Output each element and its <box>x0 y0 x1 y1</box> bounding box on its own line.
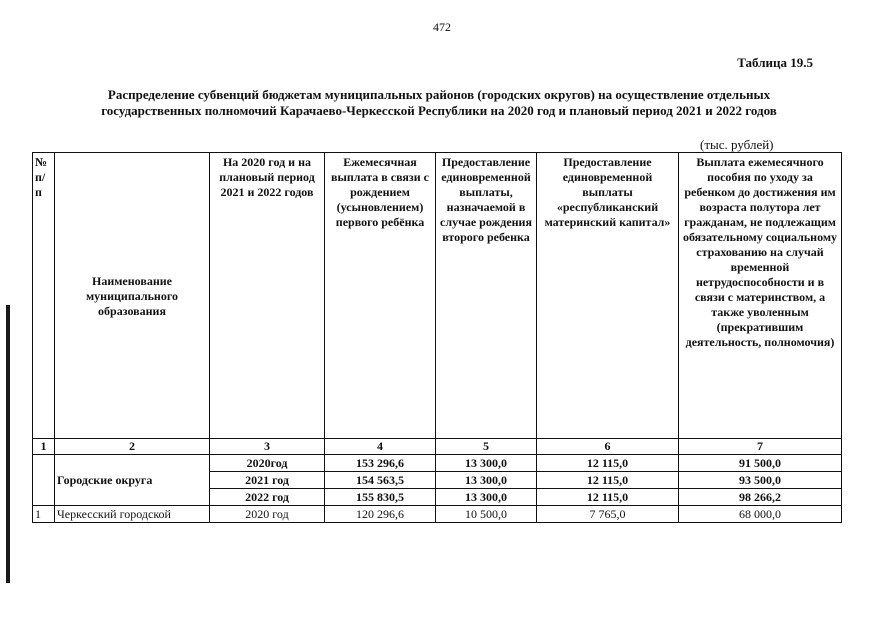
title-line-1: Распределение субвенций бюджетам муниципальных районов (городских округов) на осуществление отдельных <box>107 87 771 102</box>
cell-value: 12 115,0 <box>537 455 679 472</box>
table-label: Таблица 19.5 <box>737 55 813 70</box>
table-row <box>33 455 842 472</box>
header-row <box>33 153 842 439</box>
table-row <box>33 506 842 523</box>
cell-value: 155 830,5 <box>325 489 436 506</box>
cell-value: 98 266,2 <box>679 489 842 506</box>
cell-value: 7 765,0 <box>537 506 679 523</box>
header-childcare-allowance: Выплата ежемесячного пособия по уходу за ребенком до достижения им возраста полутора лет гражданам, не подлежащим обязательному социальному страхованию на случай временной нетрудоспособности и в связи с материнством, а также уволенным (прекратившим деятельность, полномочия) <box>679 153 842 439</box>
units-label: (тыс. рублей) <box>700 137 774 152</box>
column-number: 4 <box>325 439 436 455</box>
cell-value: 13 300,0 <box>436 455 537 472</box>
scan-margin-mark <box>6 305 10 583</box>
header-maternity-capital: Предоставление единовременной выплаты «республиканский материнский капитал» <box>537 153 679 439</box>
header-municipality: Наименование муниципального образования <box>55 153 210 439</box>
row-year: 2020 год <box>210 506 325 523</box>
row-year: 2021 год <box>210 472 325 489</box>
cell-value: 12 115,0 <box>537 489 679 506</box>
row-year: 2022 год <box>210 489 325 506</box>
group-name: Городские округа <box>55 455 210 506</box>
column-number: 2 <box>55 439 210 455</box>
cell-value: 13 300,0 <box>436 489 537 506</box>
document-title <box>35 87 843 119</box>
header-lump-sum-payment: Предоставление единовременной выплаты, назначаемой в случае рождения второго ребенка <box>436 153 537 439</box>
column-number: 5 <box>436 439 537 455</box>
cell-value: 13 300,0 <box>436 472 537 489</box>
title-line-2: государственных полномочий Карачаево-Черкесской Республики на 2020 год и плановый период 2021 и 2022 годов <box>101 103 777 118</box>
page-number: 472 <box>433 20 451 34</box>
cell-value: 10 500,0 <box>436 506 537 523</box>
cell-value: 68 000,0 <box>679 506 842 523</box>
column-number: 3 <box>210 439 325 455</box>
cell-value: 12 115,0 <box>537 472 679 489</box>
cell-value: 91 500,0 <box>679 455 842 472</box>
cell-value: 120 296,6 <box>325 506 436 523</box>
header-period: На 2020 год и на плановый период 2021 и 2022 годов <box>210 153 325 439</box>
column-number: 7 <box>679 439 842 455</box>
group-num-cell <box>33 455 55 506</box>
column-numbers-row <box>33 439 842 455</box>
header-monthly-payment: Ежемесячная выплата в связи с рождением (усыновлением) первого ребёнка <box>325 153 436 439</box>
row-year: 2020год <box>210 455 325 472</box>
subventions-table <box>32 152 842 523</box>
header-num: № п/п <box>33 153 55 439</box>
cell-value: 154 563,5 <box>325 472 436 489</box>
row-municipality: Черкесский городской <box>55 506 210 523</box>
cell-value: 93 500,0 <box>679 472 842 489</box>
column-number: 1 <box>33 439 55 455</box>
column-number: 6 <box>537 439 679 455</box>
cell-value: 153 296,6 <box>325 455 436 472</box>
row-num: 1 <box>33 506 55 523</box>
